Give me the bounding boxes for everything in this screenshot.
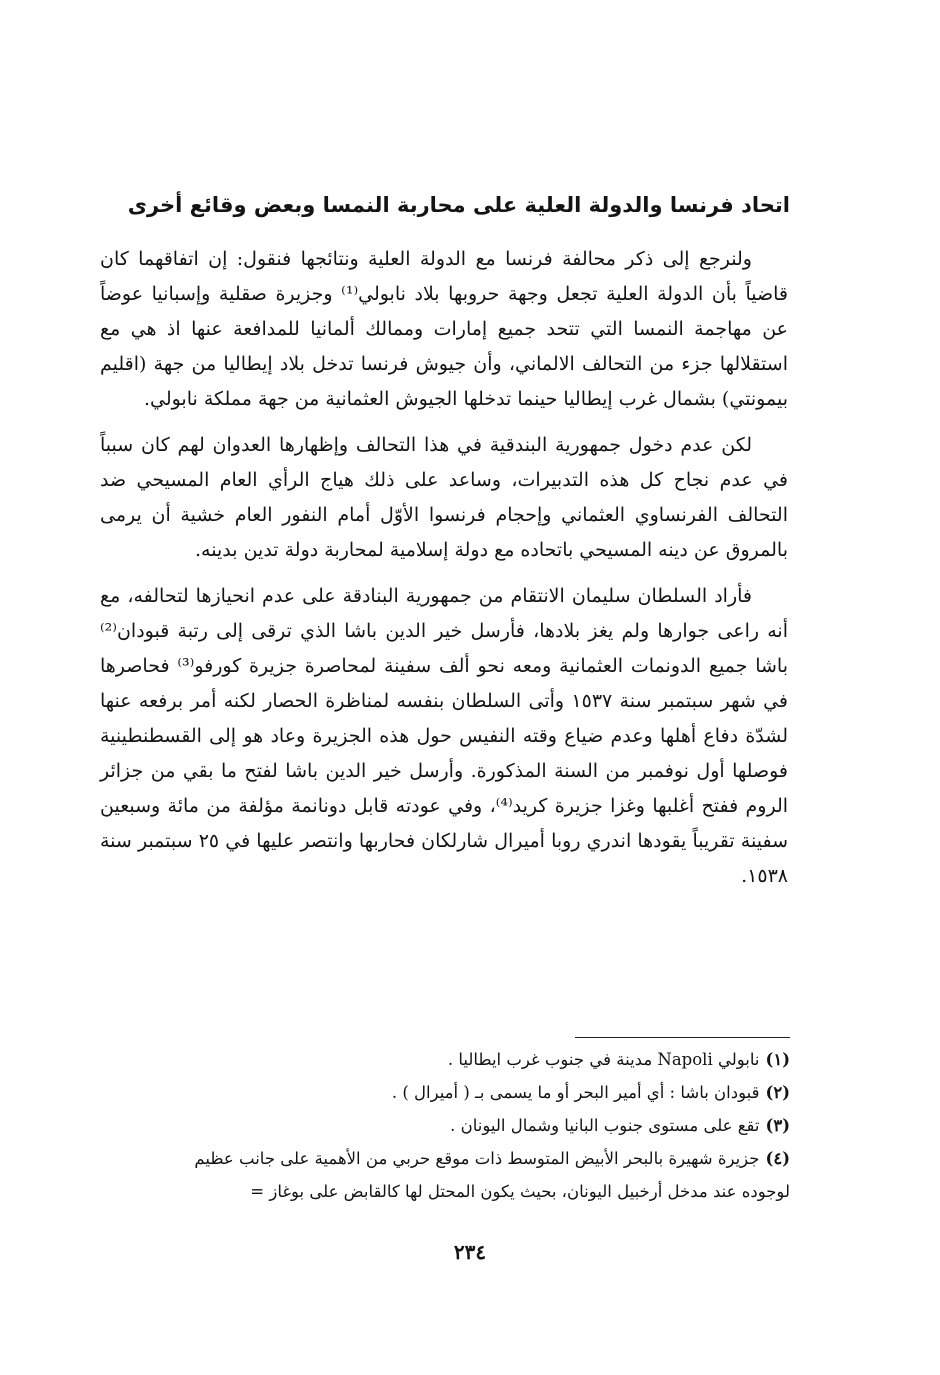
footnote-text: قبودان باشا : أي أمير البحر أو ما يسمى بـ ( أميرال ) .	[391, 1083, 760, 1102]
footnote-number: (٤)	[765, 1149, 790, 1168]
footnote-1	[100, 1043, 790, 1076]
footnote-text: جزيرة شهيرة بالبحر الأبيض المتوسط ذات موقع حربي من الأهمية على جانب عظيم	[194, 1149, 760, 1168]
footnote-2	[100, 1076, 790, 1109]
footnote-4	[100, 1142, 790, 1175]
paragraph-3: فأراد السلطان سليمان الانتقام من جمهورية البنادقة على عدم انحيازها لتحالفه، مع أنه راعى جوارها ولم يغز بلادها، فأرسل خير الدين باشا الذي ترقى إلى رتبة قبودان⁽²⁾ باشا جميع الدونمات العثمانية ومعه نحو ألف سفينة لمحاصرة جزيرة كورفو⁽³⁾ فحاصرها في شهر سبتمبر سنة ١٥٣٧ وأتى السلطان بنفسه لمناظرة الحصار لكنه أمر برفعه عنها لشدّة دفاع أهلها وعدم ضياع وقته النفيس حول هذه الجزيرة وعاد هو إلى القسطنطينية فوصلها أول نوفمبر من السنة المذكورة. وأرسل خير الدين باشا لفتح ما بقي من جزائر الروم ففتح أغلبها وغزا جزيرة كريد⁽⁴⁾، وفي عودته قابل دونانمة مؤلفة من مائة وسبعين سفينة تقريباً يقودها اندري روبا أميرال شارلكان فحاربها وانتصر عليها في ٢٥ سبتمبر سنة ١٥٣٨.	[100, 585, 789, 887]
page-number: ٢٣٤	[453, 1240, 487, 1264]
main-text	[100, 242, 788, 894]
footnote-4-continued	[100, 1175, 790, 1208]
footnote-number: (٣)	[765, 1116, 790, 1135]
footnote-number: (١)	[765, 1050, 790, 1069]
footnote-3	[100, 1109, 790, 1142]
footnote-number: (٢)	[765, 1083, 790, 1102]
paragraph-2: لكن عدم دخول جمهورية البندقية في هذا التحالف وإظهارها العدوان لهم كان سبباً في عدم نجاح كل هذه التدبيرات، وساعد على ذلك هياج الرأي العام المسيحي ضد التحالف الفرنساوي العثماني وإحجام فرنسوا الأوّل أمام النفور العام خشية أن يرمى بالمروق عن دينه المسيحي باتحاده مع دولة إسلامية لمحاربة دولة تدين بدينه.	[100, 434, 788, 561]
footnotes	[100, 1043, 790, 1208]
footnote-text: لوجوده عند مدخل أرخبيل اليونان، بحيث يكون المحتل لها كالقابض على بوغاز =	[250, 1182, 790, 1201]
footnote-separator	[575, 1037, 790, 1038]
section-heading: اتحاد فرنسا والدولة العلية على محاربة النمسا وبعض وقائع أخرى	[127, 193, 790, 217]
footnote-text: تقع على مستوى جنوب البانيا وشمال اليونان .	[450, 1116, 760, 1135]
footnote-text: نابولي Napoli مدينة في جنوب غرب ايطاليا .	[447, 1050, 760, 1069]
paragraph-1: ولنرجع إلى ذكر محالفة فرنسا مع الدولة العلية ونتائجها فنقول: إن اتفاقهما كان قاضياً بأن الدولة العلية تجعل وجهة حروبها بلاد نابولي⁽¹⁾ وجزيرة صقلية وإسبانيا عوضاً عن مهاجمة النمسا التي تتحد جميع إمارات وممالك ألمانيا للمدافعة عنها اذ هي مع استقلالها جزء من التحالف الالماني، وأن جيوش فرنسا تدخل بلاد إيطاليا من جهة (اقليم بيمونتي) بشمال غرب إيطاليا حينما تدخلها الجيوش العثمانية من جهة مملكة نابولي.	[100, 248, 788, 410]
